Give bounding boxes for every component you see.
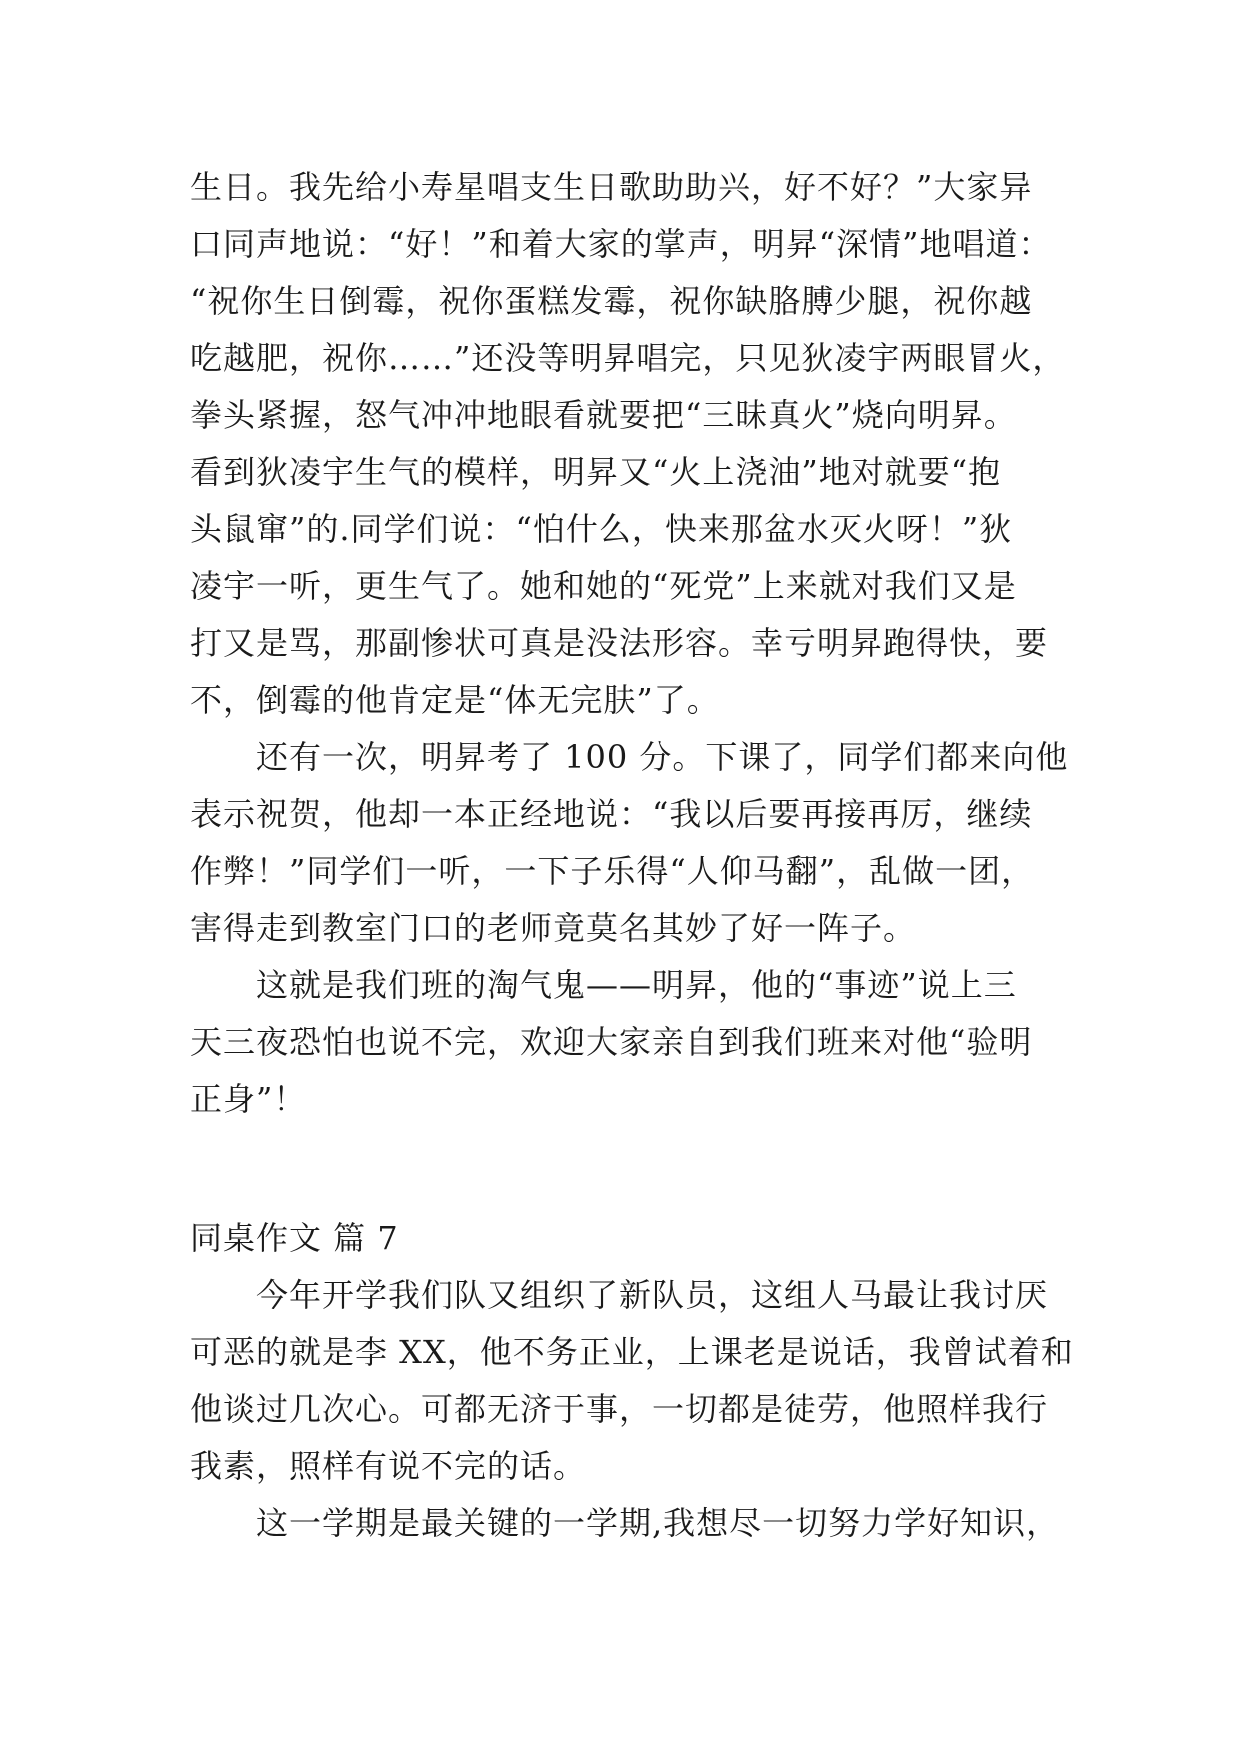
text-line: “祝你生日倒霉，祝你蛋糕发霉，祝你缺胳膊少腿，祝你越 bbox=[190, 282, 1033, 320]
text-line: 表示祝贺，他却一本正经地说：“我以后要再接再厉，继续 bbox=[190, 795, 1033, 833]
essay-continuation bbox=[190, 159, 1070, 1128]
text-line: 不，倒霉的他肯定是“体无完肤”了。 bbox=[190, 681, 720, 719]
text-line: 头鼠窜”的.同学们说：“怕什么，快来那盆水灭火呀！”狄 bbox=[190, 510, 1013, 548]
text-line: 天三夜恐怕也说不完，欢迎大家亲自到我们班来对他“验明 bbox=[190, 1023, 1033, 1061]
text-line: 正身”！ bbox=[190, 1080, 307, 1118]
text-line: 我素，照样有说不完的话。 bbox=[190, 1447, 587, 1485]
text-line: 打又是骂，那副惨状可真是没法形容。幸亏明昇跑得快，要 bbox=[190, 624, 1049, 662]
essay-section-7 bbox=[190, 1210, 1074, 1552]
text-line: 吃越肥，祝你……”还没等明昇唱完，只见狄凌宇两眼冒火， bbox=[190, 339, 1066, 377]
text-line: 凌宇一听，更生气了。她和她的“死党”上来就对我们又是 bbox=[190, 567, 1017, 605]
text-line: 今年开学我们队又组织了新队员，这组人马最让我讨厌 bbox=[256, 1276, 1049, 1314]
text-line: 作弊！”同学们一听，一下子乐得“人仰马翻”，乱做一团， bbox=[190, 852, 1035, 890]
text-line: 这就是我们班的淘气鬼——明昇，他的“事迹”说上三 bbox=[256, 966, 1017, 1004]
text-line: 害得走到教室门口的老师竟莫名其妙了好一阵子。 bbox=[190, 909, 917, 947]
text-line: 生日。我先给小寿星唱支生日歌助助兴，好不好？”大家异 bbox=[190, 168, 1033, 206]
text-line: 这一学期是最关键的一学期,我想尽一切努力学好知识， bbox=[256, 1504, 1060, 1542]
text-line: 口同声地说：“好！”和着大家的掌声，明昇“深情”地唱道： bbox=[190, 225, 1052, 263]
text-line: 看到狄凌宇生气的模样，明昇又“火上浇油”地对就要“抱 bbox=[190, 453, 1002, 491]
text-line: 他谈过几次心。可都无济于事，一切都是徒劳，他照样我行 bbox=[190, 1390, 1049, 1428]
section-heading: 同桌作文 篇 7 bbox=[190, 1219, 399, 1257]
text-line: 还有一次，明昇考了 100 分。下课了，同学们都来向他 bbox=[256, 738, 1069, 776]
text-line: 可恶的就是李 XX，他不务正业，上课老是说话，我曾试着和 bbox=[190, 1333, 1074, 1371]
text-line: 拳头紧握，怒气冲冲地眼看就要把“三昧真火”烧向明昇。 bbox=[190, 396, 1017, 434]
